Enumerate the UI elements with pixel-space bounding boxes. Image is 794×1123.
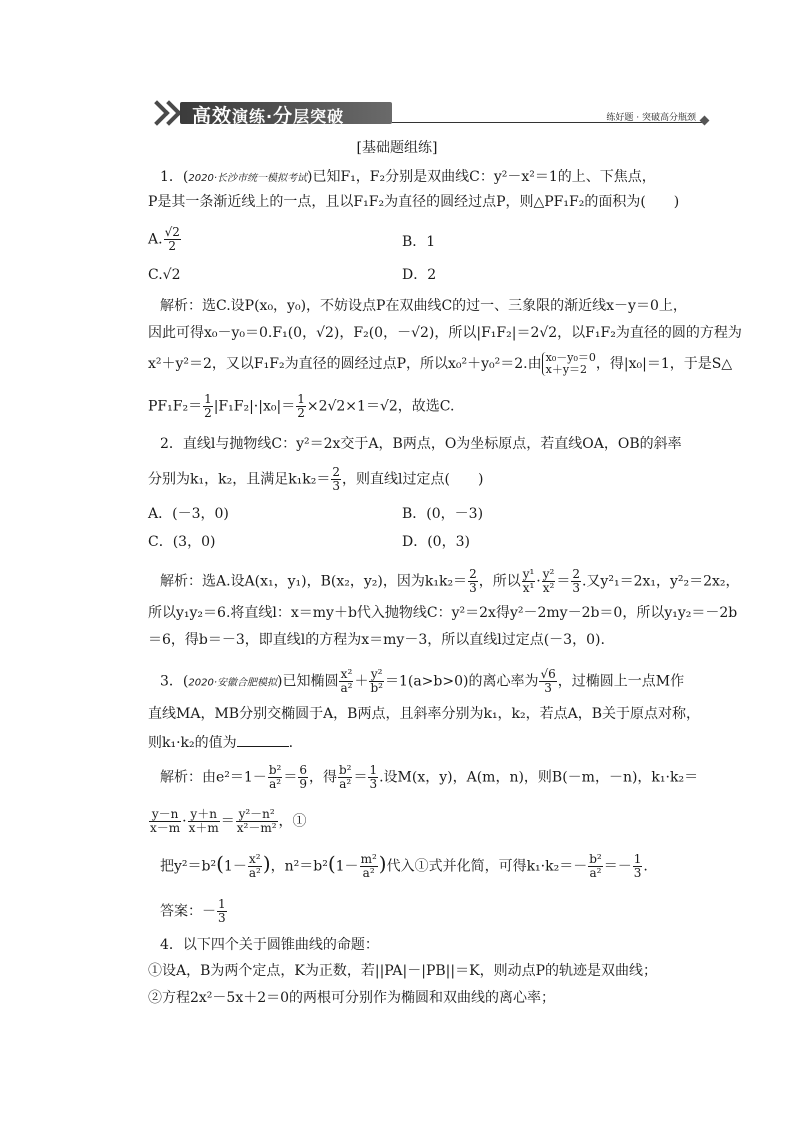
diamond-icon [700, 116, 710, 126]
q2-option-b: B．(0，－3) [402, 506, 484, 522]
q3-solution-line2: $\frac{y-n}{x-m}$ · $\frac{y+n}{x+m}$ ＝ $\frac{\text{y²－n²}}{\text{x²－m²}}$ ，① [150, 807, 307, 835]
q3-answer: 答案：－ $\frac{1}{3}$ [160, 897, 226, 925]
q1-option-b: B．1 [402, 234, 436, 250]
q2-solution-line1: 解析：选A.设A(x₁，y₁)，B(x₂，y₂)，因为k₁k₂＝ $\frac{2}{3}$ ，所以 $\frac{\text{y¹}}{\text{x¹}}$ · $\frac{\text{y²}}{\text{x²}}$ ＝ $\frac{2}{3}$ .又y²₁＝2x₁，y²₂＝2x₂， [160, 567, 740, 595]
q2-line2: 分别为k₁，k₂，且满足k₁k₂＝ $\frac{2}{3}$ ，则直线l过定点( ) [148, 465, 484, 493]
equation-system: x₀－y₀＝0 x＋y＝2 [542, 352, 596, 376]
q2-line1: 2．直线l与抛物线C：y²＝2x交于A，B两点，O为坐标原点，若直线OA，OB的斜率 [160, 436, 682, 452]
q3-line2: 直线MA，MB分别交椭圆于A，B两点，且斜率分别为k₁，k₂，若点A，B关于原点对称， [148, 706, 701, 722]
q4-item2: ②方程2x²－5x＋2＝0的两根可分别作为椭圆和双曲线的离心率； [148, 990, 556, 1006]
q2-solution-line2: 所以y₁y₂＝6.将直线l：x＝my＋b代入抛物线C：y²＝2x得y²－2my－2b＝0，所以y₁y₂＝－2b [148, 605, 738, 621]
q2-option-c: C．(3，0) [148, 534, 216, 550]
header-slogan: 练好题 · 突破高分瓶颈 [606, 113, 696, 123]
q3-line1: 3．(2020·安徽合肥模拟)已知椭圆 $\frac{\text{x²}}{\text{a²}}$ ＋ $\frac{\text{y²}}{\text{b²}}$ ＝1(a>b>0)的离心率为 $\frac{√6}{3}$ ，过椭圆上一点M作 [160, 667, 685, 695]
q1-line2: P是其一条渐近线上的一点，且以F₁F₂为直径的圆经过点P，则△PF₁F₂的面积为( ) [148, 194, 680, 210]
q1-option-d: D．2 [402, 267, 437, 283]
q2-solution-line3: ＝6，得b＝－3，即直线l的方程为x＝my－3，所以直线l过定点(－3，0). [148, 632, 605, 648]
q2-option-d: D．(0，3) [402, 534, 470, 550]
answer-blank [237, 746, 289, 747]
q4-line1: 4．以下四个关于圆锥曲线的命题： [160, 937, 379, 953]
q1-solution-line3: x²＋y²＝2，又以F₁F₂为直径的圆经过点P，所以x₀²＋y₀²＝2.由 x₀－y₀＝0 x＋y＝2 ，得|x₀|＝1，于是S△ [148, 351, 733, 376]
q1-solution-line1: 解析：选C.设P(x₀，y₀)，不妨设点P在双曲线C的过一、三象限的渐近线x－y＝0上， [160, 298, 687, 314]
q1-line1: 1．(2020·长沙市统一模拟考试)已知F₁，F₂分别是双曲线C：y²－x²＝1的上、下焦点， [160, 169, 656, 185]
q1-solution-line4: PF₁F₂＝ $\frac{1}{2}$ |F₁F₂|·|x₀|＝ $\frac{1}{2}$ ×2√2×1＝√2，故选C. [148, 392, 455, 420]
q3-solution-line3: 把y²＝b²(1－ $\frac{\text{x²}}{\text{a²}}$ )，n²＝b²(1－ $\frac{\text{m²}}{\text{a²}}$ )代入①式并化简，可得k₁·k₂＝－ $\frac{\text{b²}}{\text{a²}}$ ＝－ $\frac{1}{3}$ . [160, 851, 648, 880]
q4-item1: ①设A，B为两个定点，K为正数，若||PA|－|PB||＝K，则动点P的轨迹是双曲线； [148, 963, 657, 979]
section-title: [基础题组练] [356, 140, 438, 156]
banner-title: 高效演练·分层突破 [192, 105, 345, 127]
q1-solution-line2: 因此可得x₀－y₀＝0.F₁(0，√2)，F₂(0，－√2)，所以|F₁F₂|＝2√2，以F₁F₂为直径的圆的方程为 [148, 325, 742, 341]
chevron-right-icon [160, 100, 182, 126]
header-banner [148, 100, 392, 126]
q3-line3: 则k₁·k₂的值为 . [148, 735, 294, 751]
q3-solution-line1: 解析：由e²＝1－ $\frac{\text{b²}}{\text{a²}}$ ＝ $\frac{6}{9}$ ，得 $\frac{\text{b²}}{\text{a²}}$ ＝ $\frac{1}{3}$ .设M(x，y)，A(m，n)，则B(－m，－n)，k₁·k₂＝ [160, 763, 699, 791]
q2-option-a: A．(－3，0) [148, 506, 229, 522]
q1-option-c: C.√2 [148, 267, 181, 283]
q1-option-a: A. $\frac{√2}{2}$ [148, 225, 180, 253]
